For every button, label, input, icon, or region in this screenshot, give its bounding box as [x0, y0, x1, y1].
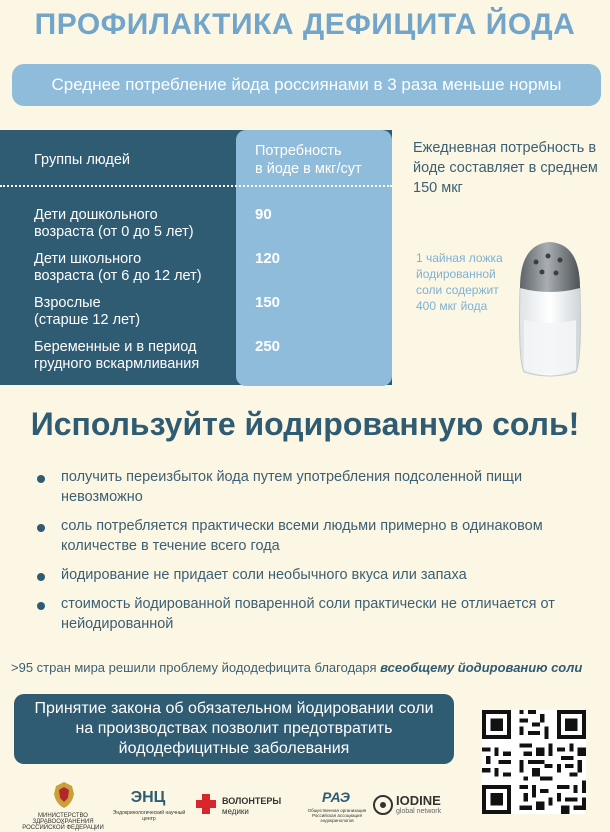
- benefits-list: [35, 467, 600, 643]
- rae-logo-sub: Общественная организация Российская ассоциация эндокринологов: [307, 808, 367, 823]
- row-value-adults: 150: [255, 294, 281, 311]
- row-label-line: Взрослые: [34, 295, 101, 311]
- row-label-school: [34, 251, 234, 285]
- row-label-preschool: [34, 207, 234, 241]
- row-value-preschool: 90: [255, 206, 272, 223]
- enc-logo: ЭНЦ: [130, 789, 166, 806]
- volunteers-logo: ВОЛОНТЕРЫ: [222, 796, 282, 806]
- volunteers-logo-sub: медики: [222, 807, 249, 816]
- qr-code-icon[interactable]: [482, 710, 586, 814]
- iodine-network-icon: [372, 794, 394, 816]
- row-label-line: возраста (от 0 до 5 лет): [34, 224, 194, 240]
- ministry-logo-text: МИНИСТЕРСТВО ЗДРАВООХРАНЕНИЯ РОССИЙСКОЙ ФЕДЕРАЦИИ: [22, 813, 104, 831]
- partner-logos: [0, 780, 470, 832]
- main-headline: Используйте йодированную соль!: [30, 406, 580, 442]
- row-label-line: возраста (от 6 до 12 лет): [34, 268, 202, 284]
- enc-logo-sub: Эндокринологический научный центр: [112, 810, 186, 822]
- table-header-divider: [0, 185, 392, 187]
- row-label-line: грудного вскармливания: [34, 356, 200, 372]
- list-item: стоимость йодированной поваренной соли практически не отличается от нейодированной: [35, 594, 600, 634]
- world-fact-emphasis: всеобщему йодированию соли: [380, 660, 583, 675]
- teaspoon-note: 1 чайная ложка йодированной соли содержит 400 мкг йода: [416, 251, 503, 313]
- row-value-school: 120: [255, 250, 281, 267]
- row-label-line: Беременные и в период: [34, 339, 197, 355]
- list-item: йодирование не придает соли необычного вкуса или запаха: [35, 565, 600, 585]
- subtitle-text: Среднее потребление йода россиянами в 3 раза меньше нормы: [51, 75, 562, 94]
- list-item: соль потребляется практически всеми людьми примерно в одинаковом количестве в течение всего года: [35, 516, 600, 556]
- world-fact-prefix: >95 стран мира решили проблему йододефицита благодаря: [11, 660, 381, 675]
- header-need-line1: Потребность: [255, 143, 342, 159]
- subtitle-banner: [12, 64, 601, 106]
- row-label-adults: [34, 295, 234, 329]
- row-label-line: Дети дошкольного: [34, 207, 158, 223]
- iodine-logo-sub: global network: [396, 808, 442, 815]
- page-title: ПРОФИЛАКТИКА ДЕФИЦИТА ЙОДА: [34, 8, 576, 41]
- row-label-line: (старше 12 лет): [34, 312, 141, 328]
- header-need-line2: в йоде в мкг/сут: [255, 161, 362, 177]
- list-item: получить переизбыток йода путем употребления подсоленной пищи невозможно: [35, 467, 600, 507]
- daily-need-text: Ежедневная потребность в йоде составляет в среднем 150 мкг: [413, 140, 598, 196]
- law-callout-text: Принятие закона об обязательном йодировании соли на производствах позволит предотвратить йододефицитные заболевания: [34, 700, 434, 757]
- coat-of-arms-icon: [50, 780, 78, 810]
- salt-shaker-icon: [512, 240, 588, 380]
- volunteers-cross-icon: [194, 792, 218, 816]
- header-groups: Группы людей: [34, 152, 130, 168]
- rae-logo: РАЭ: [322, 789, 350, 805]
- world-fact: [11, 660, 606, 675]
- law-callout: [14, 694, 454, 764]
- row-label-pregnant: [34, 339, 234, 373]
- header-need: [255, 142, 362, 178]
- row-label-line: Дети школьного: [34, 251, 142, 267]
- iodine-logo: IODINE: [396, 793, 441, 808]
- row-value-pregnant: 250: [255, 338, 281, 355]
